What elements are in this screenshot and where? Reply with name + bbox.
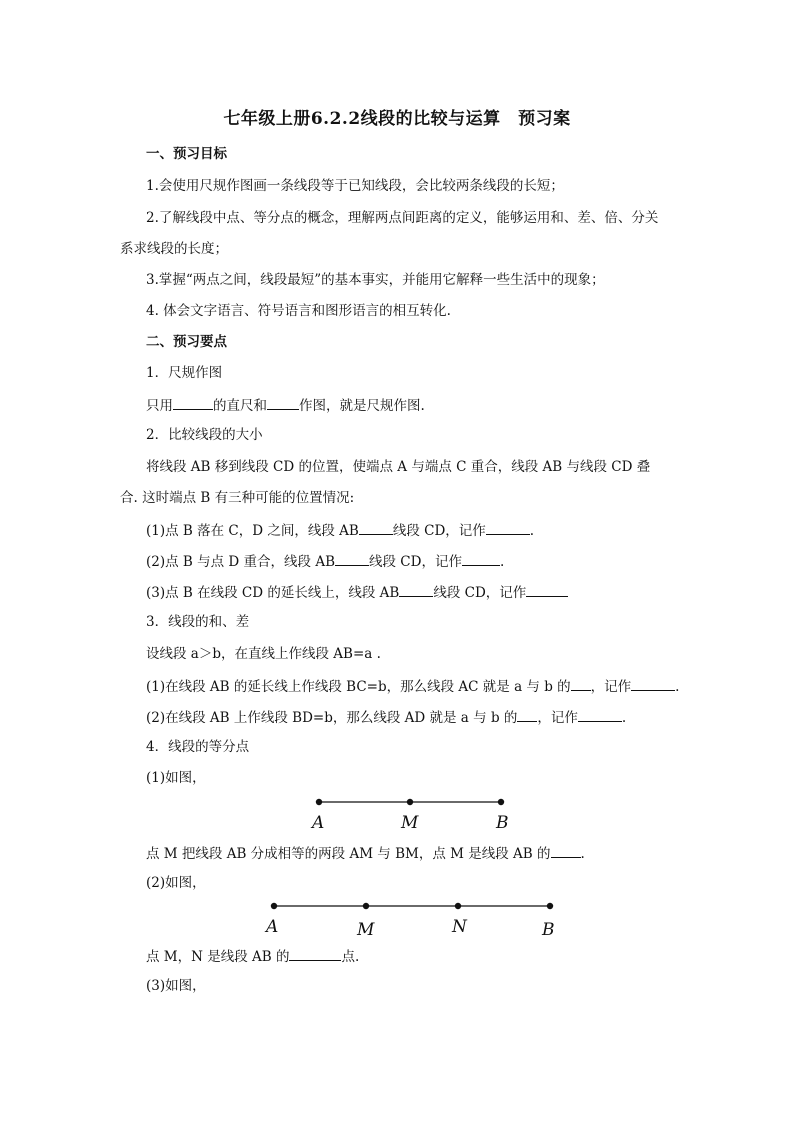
page-title: 七年级上册6.2.2线段的比较与运算 预习案 <box>223 109 571 129</box>
label-a: A <box>312 813 325 833</box>
point-m <box>363 903 369 909</box>
goal-item-2-cont: 系求线段的长度； <box>120 241 228 257</box>
text-run: 线段 CD，记作 <box>369 554 462 570</box>
label-a: A <box>266 917 279 937</box>
text-run: (2)点 B 与点 D 重合，线段 AB <box>146 554 335 570</box>
answer-blank[interactable] <box>526 582 568 597</box>
text-run: (1)点 B 落在 C，D 之间，线段 AB <box>146 523 359 539</box>
answer-blank[interactable] <box>571 676 591 691</box>
point1-title: 1．尺规作图 <box>146 365 223 381</box>
point-m <box>407 799 413 805</box>
point-a <box>271 903 277 909</box>
midpoint-figure <box>300 790 520 840</box>
point-a <box>316 799 322 805</box>
text-run: (2)在线段 AB 上作线段 BD=b，那么线段 AD 就是 a 与 b 的 <box>146 710 518 726</box>
text-run: (3)点 B 在线段 CD 的延长线上，线段 AB <box>146 585 400 601</box>
text-run: . <box>621 710 627 726</box>
point-n <box>455 903 461 909</box>
case2-text <box>146 551 504 571</box>
goal-item-2: 2.了解线段中点、等分点的概念，理解两点间距离的定义，能够运用和、差、倍、分关 <box>146 210 659 226</box>
answer-blank[interactable] <box>631 676 675 691</box>
difference-question <box>146 707 626 727</box>
point3-title: 3．线段的和、差 <box>146 614 250 630</box>
text-run: ，记作 <box>590 679 632 695</box>
trisection-figure <box>255 894 565 944</box>
answer-blank[interactable] <box>173 395 213 410</box>
text-run: 线段 CD，记作 <box>433 585 527 601</box>
answer-blank[interactable] <box>267 395 299 410</box>
text-run: 的直尺和 <box>213 398 267 414</box>
case1-text <box>146 520 534 540</box>
point-b <box>547 903 553 909</box>
text-run: . <box>499 554 505 570</box>
text-run: 点. <box>341 949 360 965</box>
text-run: 线段 CD，记作 <box>392 523 486 539</box>
label-b: B <box>542 920 555 940</box>
figure2-caption: (2)如图， <box>146 875 206 891</box>
answer-blank[interactable] <box>486 520 530 535</box>
section1-heading: 一、预习目标 <box>146 146 227 162</box>
goal-item-3: 3.掌握“两点之间，线段最短”的基本事实，并能用它解释一些生活中的现象； <box>146 272 605 288</box>
answer-blank[interactable] <box>399 582 433 597</box>
text-run: . <box>580 846 585 862</box>
point4-title: 4．线段的等分点 <box>146 739 250 755</box>
label-n: N <box>452 917 467 937</box>
point2-title: 2．比较线段的大小 <box>146 427 263 443</box>
case3-text <box>146 582 568 602</box>
text-run: 只用 <box>146 398 173 414</box>
answer-blank[interactable] <box>578 707 622 722</box>
text-run: ，记作 <box>537 710 578 726</box>
point2-line1: 将线段 AB 移到线段 CD 的位置，使端点 A 与端点 C 重合，线段 AB 与线段 CD 叠 <box>146 459 651 475</box>
text-run: 点 M 把线段 AB 分成相等的两段 AM 与 BM，点 M 是线段 AB 的 <box>146 846 551 862</box>
figure3-caption: (3)如图， <box>146 978 206 994</box>
figure1-caption: (1)如图， <box>146 770 206 786</box>
figure1-text <box>146 843 585 863</box>
label-b: B <box>496 813 509 833</box>
goal-item-1: 1.会使用尺规作图画一条线段等于已知线段，会比较两条线段的长短； <box>146 178 564 194</box>
text-run: . <box>675 679 680 695</box>
label-m: M <box>401 813 419 833</box>
text-run: . <box>529 523 535 539</box>
text-run: 作图，就是尺规作图. <box>299 398 425 414</box>
point1-text <box>146 395 425 415</box>
text-run: 点 M，N 是线段 AB 的 <box>146 949 290 965</box>
answer-blank[interactable] <box>517 707 537 722</box>
point3-line1: 设线段 a＞b，在直线上作线段 AB=a . <box>146 646 381 662</box>
point-b <box>498 799 504 805</box>
answer-blank[interactable] <box>551 843 581 858</box>
text-run: (1)在线段 AB 的延长线上作线段 BC=b，那么线段 AC 就是 a 与 b 的 <box>146 679 571 695</box>
answer-blank[interactable] <box>359 520 393 535</box>
answer-blank[interactable] <box>462 551 500 566</box>
sum-question <box>146 676 679 696</box>
answer-blank[interactable] <box>335 551 369 566</box>
goal-item-4: 4. 体会文字语言、符号语言和图形语言的相互转化. <box>146 303 451 319</box>
figure2-text <box>146 946 359 966</box>
point2-line2: 合. 这时端点 B 有三种可能的位置情况: <box>120 490 355 506</box>
label-m: M <box>357 920 375 940</box>
section2-heading: 二、预习要点 <box>146 334 227 350</box>
answer-blank[interactable] <box>289 946 341 961</box>
